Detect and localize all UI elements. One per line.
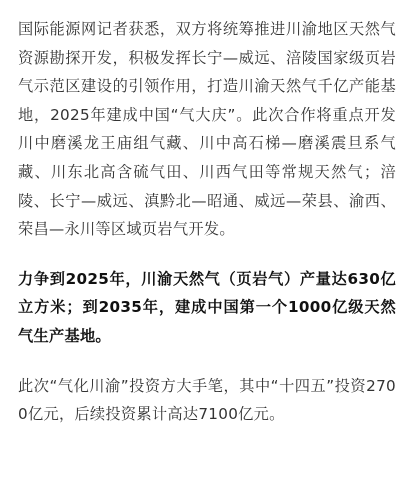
paragraph-production-target: 力争到2025年，川渝天然气（页岩气）产量达630亿立方米；到2035年，建成中国第一个1000亿级天然气生产基地。 — [18, 269, 396, 345]
paragraph-cooperation-details: 国际能源网记者获悉，双方将统筹推进川渝地区天然气资源勘探开发，积极发挥长宁—威远、涪陵国家级页岩气示范区建设的引领作用，打造川渝天然气千亿产能基地，2025年建成中国“气大庆”。此次合作将重点开发川中磨溪龙王庙组气藏、川中高石梯—磨溪震旦系气藏、川东北高含硫气田、川西气田等常规天然气；涪陵、长宁—威远、滇黔北—昭通、威远—荣县、渝西、荣昌—永川等区域页岩气开发。 — [18, 20, 396, 239]
paragraph-investment: 此次“气化川渝”投资方大手笔，其中“十四五”投资2700亿元，后续投资累计高达7100亿元。 — [18, 376, 396, 424]
